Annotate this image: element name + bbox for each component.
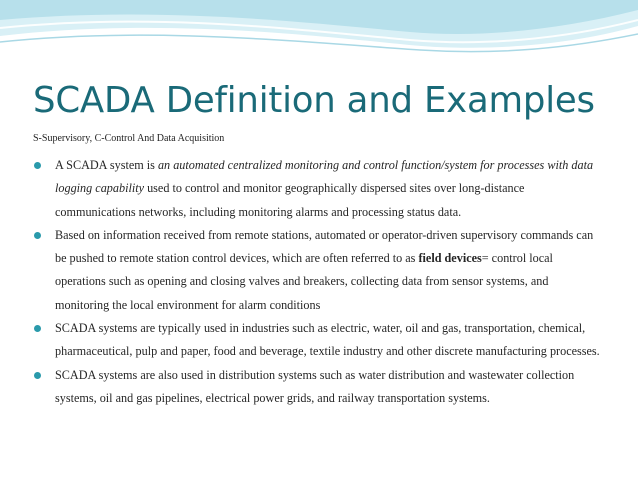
bullet-text: SCADA systems are also used in distribution systems such as water distribution and wastewater collection systems, oil and gas pipelines, electrical power grids, and railway transportation systems. [55,367,575,405]
bullet-text: Based on information received from remote stations, automated or operator-driven supervisory commands can be pushed to remote station control devices, which are often referred to as [55,227,594,266]
slide-subtitle: S-Supervisory, C-Control And Data Acquisition [33,133,225,144]
bullet-text: used to control and monitor geographically dispersed sites over long-distance communications networks, including monitoring alarms and processing status data. [55,181,525,219]
bullet-text-italic: an automated centralized monitoring and control function/system for processes with data logging capability [55,158,594,196]
bullet-list [33,154,603,410]
slide-title: SCADA Definition and Examples [33,80,595,121]
bullet-text: SCADA systems are typically used in industries such as electric, water, oil and gas, transportation, chemical, pharmaceutical, pulp and paper, food and beverage, textile industry and other discrete manufacturing processes. [55,321,600,359]
bullet-dot-icon [34,232,41,239]
bullet-item [33,224,603,317]
bullet-dot-icon [34,162,41,169]
bullet-text: = control local operations such as opening and closing valves and breakers, collecting data from sensor systems, and monitoring the local environment for alarm conditions [55,251,553,312]
bullet-text: A SCADA system is [55,158,158,172]
header-wave-decoration [0,0,638,70]
bullet-dot-icon [34,372,41,379]
bullet-dot-icon [34,325,41,332]
bullet-item [33,364,603,411]
bullet-item [33,317,603,364]
bullet-text-bold: field devices [418,251,482,266]
bullet-item [33,154,603,224]
